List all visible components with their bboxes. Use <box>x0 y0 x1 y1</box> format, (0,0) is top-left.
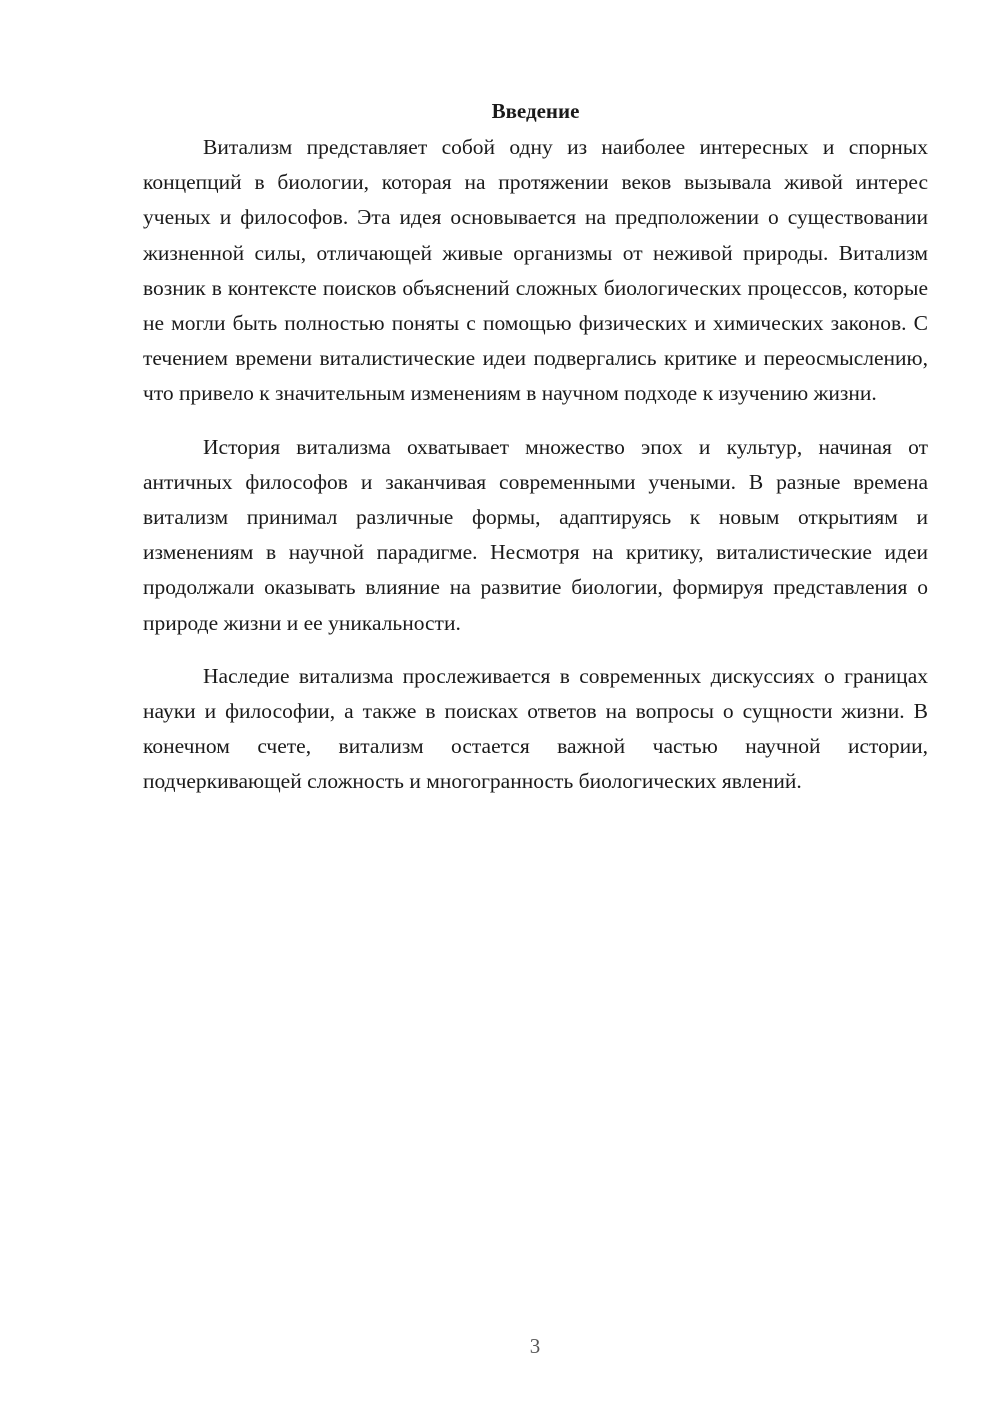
section-heading: Введение <box>491 99 580 123</box>
paragraph-2: История витализма охватывает множество эпох и культур, начиная от античных философов и заканчивая современными учеными. В разные времена витализм принимал различные формы, адаптируясь к новым открытиям и изменениям в научной парадигме. Несмотря на критику, виталистические идеи продолжали оказывать влияние на развитие биологии, формируя представления о природе жизни и ее уникальности. <box>143 434 928 635</box>
paragraph-1: Витализм представляет собой одну из наиболее интересных и спорных концепций в биологии, которая на протяжении веков вызывала живой интерес ученых и философов. Эта идея основывается на предположении о существовании жизненной силы, отличающей живые организмы от неживой природы. Витализм возник в контексте поисков объяснений сложных биологических процессов, которые не могли быть полностью поняты с помощью физических и химических законов. С течением времени виталистические идеи подвергались критике и переосмыслению, что привело к значительным изменениям в научном подходе к изучению жизни. <box>143 135 928 406</box>
page-number: 3 <box>529 1334 541 1358</box>
paragraph-3: Наследие витализма прослеживается в современных дискуссиях о границах науки и философии, а также в поисках ответов на вопросы о сущности жизни. В конечном счете, витализм остается важной частью научной истории, подчеркивающей сложность и многогранность биологических явлений. <box>143 663 928 794</box>
page-content <box>143 96 928 818</box>
